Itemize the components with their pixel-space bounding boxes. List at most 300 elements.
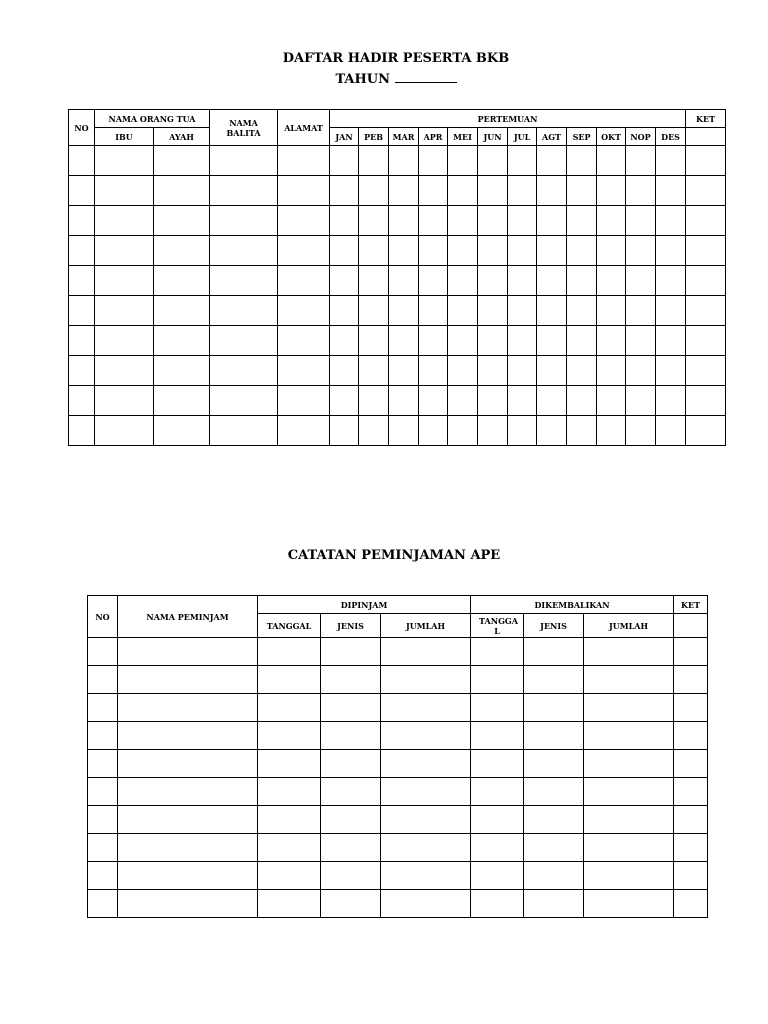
table-cell[interactable] bbox=[674, 722, 708, 750]
table-cell[interactable] bbox=[537, 236, 567, 266]
table-cell[interactable] bbox=[118, 806, 258, 834]
table-cell[interactable] bbox=[448, 416, 478, 446]
table-cell[interactable] bbox=[567, 236, 597, 266]
table-cell[interactable] bbox=[567, 386, 597, 416]
table-cell[interactable] bbox=[330, 176, 359, 206]
table-cell[interactable] bbox=[508, 296, 537, 326]
table-cell[interactable] bbox=[567, 176, 597, 206]
table-cell[interactable] bbox=[389, 266, 419, 296]
table-cell[interactable] bbox=[381, 806, 471, 834]
table-cell[interactable] bbox=[321, 722, 381, 750]
table-cell[interactable] bbox=[210, 206, 278, 236]
table-cell[interactable] bbox=[95, 176, 154, 206]
table-row bbox=[69, 356, 726, 386]
table-cell[interactable] bbox=[478, 146, 508, 176]
table-cell[interactable] bbox=[258, 638, 321, 666]
table-cell[interactable] bbox=[471, 890, 524, 918]
table-cell[interactable] bbox=[537, 146, 567, 176]
table-cell[interactable] bbox=[210, 386, 278, 416]
table-cell[interactable] bbox=[95, 266, 154, 296]
table-cell[interactable] bbox=[584, 694, 674, 722]
table-cell[interactable] bbox=[674, 778, 708, 806]
header-month: PEB bbox=[359, 128, 389, 146]
table-cell[interactable] bbox=[69, 206, 95, 236]
header-month: JUN bbox=[478, 128, 508, 146]
table-row bbox=[88, 834, 708, 862]
table-cell[interactable] bbox=[524, 778, 584, 806]
table-cell[interactable] bbox=[524, 638, 584, 666]
table-cell[interactable] bbox=[321, 750, 381, 778]
table-cell[interactable] bbox=[597, 176, 626, 206]
table-cell[interactable] bbox=[330, 356, 359, 386]
header-month: NOP bbox=[626, 128, 656, 146]
table-cell[interactable] bbox=[686, 356, 726, 386]
header-returned: DIKEMBALIKAN bbox=[471, 596, 674, 614]
table-cell[interactable] bbox=[584, 834, 674, 862]
table-cell[interactable] bbox=[597, 386, 626, 416]
table-cell[interactable] bbox=[69, 146, 95, 176]
table-cell[interactable] bbox=[118, 666, 258, 694]
table-cell[interactable] bbox=[321, 694, 381, 722]
table-cell[interactable] bbox=[389, 176, 419, 206]
table-cell[interactable] bbox=[69, 296, 95, 326]
table-cell[interactable] bbox=[567, 266, 597, 296]
table-cell[interactable] bbox=[686, 266, 726, 296]
table-cell[interactable] bbox=[359, 416, 389, 446]
table-cell[interactable] bbox=[381, 890, 471, 918]
table-cell[interactable] bbox=[419, 266, 448, 296]
table-cell[interactable] bbox=[674, 834, 708, 862]
table-cell[interactable] bbox=[389, 206, 419, 236]
table-cell[interactable] bbox=[389, 236, 419, 266]
table-cell[interactable] bbox=[389, 326, 419, 356]
table-cell[interactable] bbox=[381, 862, 471, 890]
year-label: TAHUN bbox=[335, 72, 391, 87]
table-cell[interactable] bbox=[95, 296, 154, 326]
table-cell[interactable] bbox=[448, 356, 478, 386]
table-cell[interactable] bbox=[118, 834, 258, 862]
table-cell[interactable] bbox=[508, 236, 537, 266]
table-cell[interactable] bbox=[656, 386, 686, 416]
table-cell[interactable] bbox=[69, 416, 95, 446]
table-cell[interactable] bbox=[419, 146, 448, 176]
table-cell[interactable] bbox=[584, 638, 674, 666]
table-cell[interactable] bbox=[508, 266, 537, 296]
table-cell[interactable] bbox=[88, 862, 118, 890]
table-cell[interactable] bbox=[278, 386, 330, 416]
table-cell[interactable] bbox=[567, 326, 597, 356]
table-cell[interactable] bbox=[524, 750, 584, 778]
table-cell[interactable] bbox=[674, 750, 708, 778]
table-cell[interactable] bbox=[118, 638, 258, 666]
table-cell[interactable] bbox=[381, 834, 471, 862]
table-row bbox=[69, 296, 726, 326]
table-cell[interactable] bbox=[419, 176, 448, 206]
table-cell[interactable] bbox=[154, 206, 210, 236]
table-cell[interactable] bbox=[210, 356, 278, 386]
table-cell[interactable] bbox=[524, 722, 584, 750]
table-cell[interactable] bbox=[584, 666, 674, 694]
table-cell[interactable] bbox=[508, 356, 537, 386]
table-cell[interactable] bbox=[389, 296, 419, 326]
table-cell[interactable] bbox=[69, 326, 95, 356]
table-cell[interactable] bbox=[154, 296, 210, 326]
table-cell[interactable] bbox=[419, 356, 448, 386]
table-cell[interactable] bbox=[478, 236, 508, 266]
table-cell[interactable] bbox=[258, 666, 321, 694]
table-cell[interactable] bbox=[524, 890, 584, 918]
table-cell[interactable] bbox=[69, 266, 95, 296]
table-cell[interactable] bbox=[321, 806, 381, 834]
table-cell[interactable] bbox=[210, 296, 278, 326]
table-cell[interactable] bbox=[258, 834, 321, 862]
table-cell[interactable] bbox=[597, 416, 626, 446]
attendance-header-row-1 bbox=[69, 110, 726, 128]
table-cell[interactable] bbox=[118, 750, 258, 778]
table-cell[interactable] bbox=[381, 666, 471, 694]
table-cell[interactable] bbox=[567, 356, 597, 386]
table-cell[interactable] bbox=[656, 236, 686, 266]
table-cell[interactable] bbox=[478, 416, 508, 446]
table-cell[interactable] bbox=[478, 386, 508, 416]
table-cell[interactable] bbox=[88, 806, 118, 834]
header-loan-remarks-blank bbox=[674, 614, 708, 638]
table-cell[interactable] bbox=[508, 146, 537, 176]
table-cell[interactable] bbox=[478, 326, 508, 356]
table-cell[interactable] bbox=[258, 722, 321, 750]
table-cell[interactable] bbox=[597, 266, 626, 296]
table-cell[interactable] bbox=[626, 416, 656, 446]
table-cell[interactable] bbox=[69, 356, 95, 386]
table-cell[interactable] bbox=[210, 236, 278, 266]
table-cell[interactable] bbox=[448, 146, 478, 176]
table-cell[interactable] bbox=[278, 356, 330, 386]
table-cell[interactable] bbox=[258, 862, 321, 890]
table-cell[interactable] bbox=[656, 146, 686, 176]
table-cell[interactable] bbox=[448, 386, 478, 416]
table-cell[interactable] bbox=[330, 386, 359, 416]
table-cell[interactable] bbox=[210, 416, 278, 446]
table-cell[interactable] bbox=[359, 296, 389, 326]
table-cell[interactable] bbox=[597, 206, 626, 236]
table-cell[interactable] bbox=[597, 356, 626, 386]
table-cell[interactable] bbox=[567, 416, 597, 446]
header-address: ALAMAT bbox=[278, 110, 330, 146]
table-cell[interactable] bbox=[95, 236, 154, 266]
table-cell[interactable] bbox=[118, 862, 258, 890]
table-cell[interactable] bbox=[88, 834, 118, 862]
table-cell[interactable] bbox=[359, 146, 389, 176]
table-cell[interactable] bbox=[278, 176, 330, 206]
table-cell[interactable] bbox=[471, 778, 524, 806]
table-cell[interactable] bbox=[88, 638, 118, 666]
table-cell[interactable] bbox=[321, 834, 381, 862]
table-cell[interactable] bbox=[359, 236, 389, 266]
table-cell[interactable] bbox=[508, 416, 537, 446]
table-cell[interactable] bbox=[95, 356, 154, 386]
table-cell[interactable] bbox=[278, 236, 330, 266]
table-cell[interactable] bbox=[626, 356, 656, 386]
table-cell[interactable] bbox=[154, 386, 210, 416]
table-cell[interactable] bbox=[359, 326, 389, 356]
table-cell[interactable] bbox=[597, 326, 626, 356]
table-cell[interactable] bbox=[656, 206, 686, 236]
table-cell[interactable] bbox=[584, 806, 674, 834]
table-cell[interactable] bbox=[656, 416, 686, 446]
table-cell[interactable] bbox=[381, 750, 471, 778]
table-cell[interactable] bbox=[508, 386, 537, 416]
table-cell[interactable] bbox=[686, 206, 726, 236]
table-cell[interactable] bbox=[674, 862, 708, 890]
table-cell[interactable] bbox=[524, 834, 584, 862]
table-cell[interactable] bbox=[118, 694, 258, 722]
table-cell[interactable] bbox=[381, 638, 471, 666]
table-cell[interactable] bbox=[258, 778, 321, 806]
table-cell[interactable] bbox=[448, 326, 478, 356]
table-cell[interactable] bbox=[154, 176, 210, 206]
table-cell[interactable] bbox=[674, 890, 708, 918]
table-cell[interactable] bbox=[389, 356, 419, 386]
table-cell[interactable] bbox=[330, 236, 359, 266]
table-cell[interactable] bbox=[524, 694, 584, 722]
table-row bbox=[88, 722, 708, 750]
table-cell[interactable] bbox=[478, 356, 508, 386]
table-cell[interactable] bbox=[321, 890, 381, 918]
table-cell[interactable] bbox=[656, 266, 686, 296]
table-cell[interactable] bbox=[419, 416, 448, 446]
table-cell[interactable] bbox=[381, 778, 471, 806]
table-cell[interactable] bbox=[389, 146, 419, 176]
table-cell[interactable] bbox=[389, 416, 419, 446]
table-row bbox=[69, 416, 726, 446]
table-cell[interactable] bbox=[674, 694, 708, 722]
table-cell[interactable] bbox=[656, 296, 686, 326]
table-cell[interactable] bbox=[686, 386, 726, 416]
table-cell[interactable] bbox=[656, 326, 686, 356]
table-cell[interactable] bbox=[686, 416, 726, 446]
table-cell[interactable] bbox=[626, 266, 656, 296]
table-cell[interactable] bbox=[537, 176, 567, 206]
attendance-header-row-2 bbox=[69, 128, 726, 146]
table-cell[interactable] bbox=[471, 862, 524, 890]
table-cell[interactable] bbox=[381, 694, 471, 722]
table-cell[interactable] bbox=[471, 750, 524, 778]
header-borrower: NAMA PEMINJAM bbox=[118, 596, 258, 638]
table-cell[interactable] bbox=[626, 386, 656, 416]
table-cell[interactable] bbox=[597, 296, 626, 326]
table-cell[interactable] bbox=[154, 236, 210, 266]
table-cell[interactable] bbox=[686, 176, 726, 206]
table-cell[interactable] bbox=[419, 326, 448, 356]
table-cell[interactable] bbox=[278, 266, 330, 296]
table-cell[interactable] bbox=[118, 778, 258, 806]
table-cell[interactable] bbox=[419, 296, 448, 326]
table-cell[interactable] bbox=[118, 890, 258, 918]
attendance-table bbox=[68, 109, 726, 446]
table-cell[interactable] bbox=[359, 176, 389, 206]
header-parents: NAMA ORANG TUA bbox=[95, 110, 210, 128]
table-cell[interactable] bbox=[584, 750, 674, 778]
table-cell[interactable] bbox=[584, 778, 674, 806]
table-cell[interactable] bbox=[95, 416, 154, 446]
table-cell[interactable] bbox=[537, 416, 567, 446]
table-cell[interactable] bbox=[88, 778, 118, 806]
table-cell[interactable] bbox=[330, 146, 359, 176]
table-cell[interactable] bbox=[154, 356, 210, 386]
table-cell[interactable] bbox=[88, 890, 118, 918]
table-cell[interactable] bbox=[210, 146, 278, 176]
table-cell[interactable] bbox=[448, 266, 478, 296]
table-cell[interactable] bbox=[359, 206, 389, 236]
header-month: APR bbox=[419, 128, 448, 146]
header-child-name: NAMA BALITA bbox=[210, 110, 278, 146]
table-cell[interactable] bbox=[537, 296, 567, 326]
table-cell[interactable] bbox=[210, 176, 278, 206]
table-cell[interactable] bbox=[258, 694, 321, 722]
table-cell[interactable] bbox=[478, 266, 508, 296]
table-cell[interactable] bbox=[330, 266, 359, 296]
table-cell[interactable] bbox=[419, 236, 448, 266]
table-cell[interactable] bbox=[471, 834, 524, 862]
table-cell[interactable] bbox=[674, 666, 708, 694]
table-cell[interactable] bbox=[154, 416, 210, 446]
table-cell[interactable] bbox=[674, 638, 708, 666]
table-cell[interactable] bbox=[471, 694, 524, 722]
table-cell[interactable] bbox=[674, 806, 708, 834]
table-cell[interactable] bbox=[278, 206, 330, 236]
table-cell[interactable] bbox=[278, 146, 330, 176]
table-cell[interactable] bbox=[508, 176, 537, 206]
table-cell[interactable] bbox=[88, 722, 118, 750]
table-cell[interactable] bbox=[88, 750, 118, 778]
table-cell[interactable] bbox=[321, 778, 381, 806]
table-cell[interactable] bbox=[88, 666, 118, 694]
header-type-returned: JENIS bbox=[524, 614, 584, 638]
table-cell[interactable] bbox=[95, 146, 154, 176]
table-cell[interactable] bbox=[686, 236, 726, 266]
header-qty-returned: JUMLAH bbox=[584, 614, 674, 638]
table-cell[interactable] bbox=[478, 176, 508, 206]
table-row bbox=[69, 326, 726, 356]
table-cell[interactable] bbox=[210, 266, 278, 296]
table-cell[interactable] bbox=[359, 266, 389, 296]
table-cell[interactable] bbox=[656, 176, 686, 206]
table-cell[interactable] bbox=[584, 722, 674, 750]
table-cell[interactable] bbox=[389, 386, 419, 416]
table-cell[interactable] bbox=[330, 206, 359, 236]
table-cell[interactable] bbox=[626, 236, 656, 266]
attendance-title: DAFTAR HADIR PESERTA BKB bbox=[282, 51, 510, 66]
table-row bbox=[69, 206, 726, 236]
table-cell[interactable] bbox=[69, 386, 95, 416]
table-cell[interactable] bbox=[95, 206, 154, 236]
table-row bbox=[88, 694, 708, 722]
table-cell[interactable] bbox=[321, 638, 381, 666]
table-cell[interactable] bbox=[448, 176, 478, 206]
header-loan-no: NO bbox=[88, 596, 118, 638]
table-cell[interactable] bbox=[278, 326, 330, 356]
table-cell[interactable] bbox=[478, 206, 508, 236]
table-cell[interactable] bbox=[95, 326, 154, 356]
attendance-year-line bbox=[0, 70, 768, 89]
table-cell[interactable] bbox=[508, 326, 537, 356]
table-cell[interactable] bbox=[471, 722, 524, 750]
table-cell[interactable] bbox=[258, 750, 321, 778]
table-cell[interactable] bbox=[321, 862, 381, 890]
table-cell[interactable] bbox=[419, 206, 448, 236]
table-cell[interactable] bbox=[154, 326, 210, 356]
table-cell[interactable] bbox=[471, 666, 524, 694]
table-cell[interactable] bbox=[69, 176, 95, 206]
table-cell[interactable] bbox=[258, 890, 321, 918]
table-cell[interactable] bbox=[686, 146, 726, 176]
table-cell[interactable] bbox=[537, 326, 567, 356]
table-cell[interactable] bbox=[537, 356, 567, 386]
table-cell[interactable] bbox=[278, 416, 330, 446]
table-cell[interactable] bbox=[154, 146, 210, 176]
table-cell[interactable] bbox=[567, 146, 597, 176]
table-cell[interactable] bbox=[584, 890, 674, 918]
table-cell[interactable] bbox=[278, 296, 330, 326]
table-cell[interactable] bbox=[448, 296, 478, 326]
table-cell[interactable] bbox=[626, 146, 656, 176]
header-month: OKT bbox=[597, 128, 626, 146]
table-cell[interactable] bbox=[359, 386, 389, 416]
table-cell[interactable] bbox=[686, 296, 726, 326]
table-cell[interactable] bbox=[686, 326, 726, 356]
table-cell[interactable] bbox=[626, 176, 656, 206]
table-cell[interactable] bbox=[567, 206, 597, 236]
table-cell[interactable] bbox=[448, 236, 478, 266]
header-type-borrowed: JENIS bbox=[321, 614, 381, 638]
table-cell[interactable] bbox=[626, 206, 656, 236]
table-cell[interactable] bbox=[330, 416, 359, 446]
table-cell[interactable] bbox=[448, 206, 478, 236]
table-cell[interactable] bbox=[656, 356, 686, 386]
table-cell[interactable] bbox=[597, 146, 626, 176]
table-cell[interactable] bbox=[626, 326, 656, 356]
table-cell[interactable] bbox=[597, 236, 626, 266]
table-cell[interactable] bbox=[471, 806, 524, 834]
table-cell[interactable] bbox=[210, 326, 278, 356]
table-cell[interactable] bbox=[118, 722, 258, 750]
table-cell[interactable] bbox=[567, 296, 597, 326]
table-cell[interactable] bbox=[524, 862, 584, 890]
table-cell[interactable] bbox=[69, 236, 95, 266]
table-cell[interactable] bbox=[478, 296, 508, 326]
table-cell[interactable] bbox=[330, 326, 359, 356]
table-cell[interactable] bbox=[584, 862, 674, 890]
table-cell[interactable] bbox=[95, 386, 154, 416]
table-cell[interactable] bbox=[626, 296, 656, 326]
table-cell[interactable] bbox=[419, 386, 448, 416]
table-cell[interactable] bbox=[154, 266, 210, 296]
table-cell[interactable] bbox=[537, 206, 567, 236]
table-cell[interactable] bbox=[524, 806, 584, 834]
table-cell[interactable] bbox=[88, 694, 118, 722]
table-cell[interactable] bbox=[471, 638, 524, 666]
table-cell[interactable] bbox=[321, 666, 381, 694]
table-cell[interactable] bbox=[381, 722, 471, 750]
table-row bbox=[88, 890, 708, 918]
table-cell[interactable] bbox=[258, 806, 321, 834]
table-cell[interactable] bbox=[508, 206, 537, 236]
table-cell[interactable] bbox=[537, 266, 567, 296]
table-cell[interactable] bbox=[537, 386, 567, 416]
table-cell[interactable] bbox=[524, 666, 584, 694]
table-cell[interactable] bbox=[330, 296, 359, 326]
table-cell[interactable] bbox=[359, 356, 389, 386]
